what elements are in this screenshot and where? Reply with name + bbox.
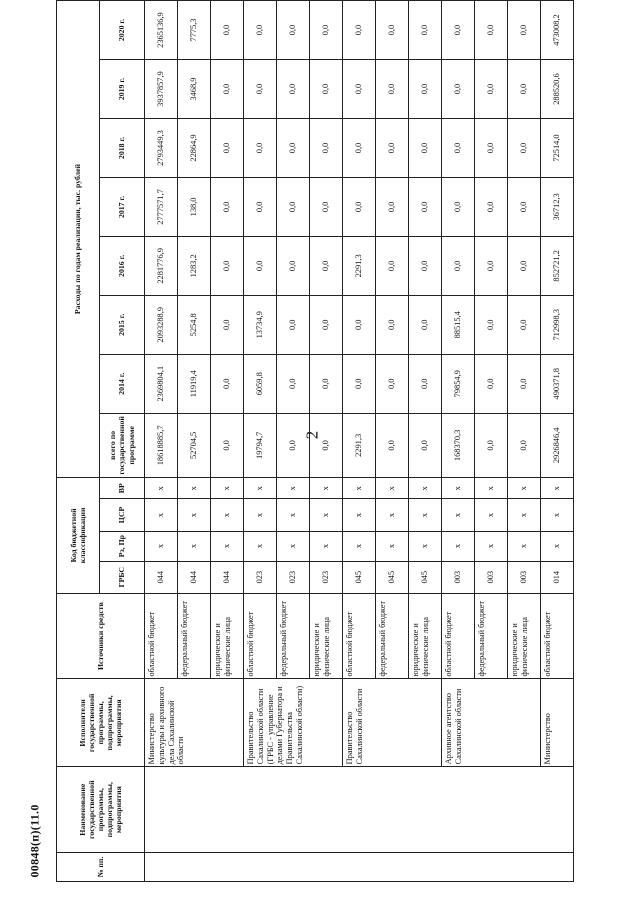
value-y2014-cell: 6059,8 xyxy=(244,354,277,413)
value-y2019-cell: 0,0 xyxy=(310,60,343,119)
header-csr: ЦСР xyxy=(100,499,145,531)
value-total-cell: 2926846,4 xyxy=(541,413,574,477)
value-y2014-cell: 2369804,1 xyxy=(145,354,178,413)
rz-pr-cell: x xyxy=(343,531,376,561)
vr-cell: x xyxy=(409,478,442,499)
header-executor: Исполнители государственной программы, подпрограммы, мероприятия xyxy=(57,679,145,767)
row-num-cell xyxy=(145,853,574,882)
header-y2020: 2020 г. xyxy=(100,1,145,60)
csr-cell: x xyxy=(376,499,409,531)
vr-cell: x xyxy=(145,478,178,499)
value-y2014-cell: 490371,8 xyxy=(541,354,574,413)
rz-pr-cell: x xyxy=(475,531,508,561)
value-y2019-cell: 0,0 xyxy=(277,60,310,119)
rz-pr-cell: x xyxy=(211,531,244,561)
csr-cell: x xyxy=(508,499,541,531)
value-y2020-cell: 0,0 xyxy=(343,1,376,60)
value-y2014-cell: 0,0 xyxy=(277,354,310,413)
value-y2019-cell: 0,0 xyxy=(343,60,376,119)
csr-cell: x xyxy=(409,499,442,531)
csr-cell: x xyxy=(178,499,211,531)
rz-pr-cell: x xyxy=(310,531,343,561)
value-y2016-cell: 0,0 xyxy=(310,236,343,295)
value-y2015-cell: 5254,8 xyxy=(178,295,211,354)
value-y2019-cell: 288520,6 xyxy=(541,60,574,119)
grbs-cell: 045 xyxy=(343,561,376,593)
value-y2019-cell: 0,0 xyxy=(376,60,409,119)
grbs-cell: 023 xyxy=(310,561,343,593)
table-row xyxy=(541,1,574,882)
document-code: 00848(п)(11.0 xyxy=(27,804,42,878)
expenses-table xyxy=(56,0,574,882)
value-y2016-cell: 0,0 xyxy=(409,236,442,295)
source-cell: юридические и физические лица xyxy=(310,593,343,679)
csr-cell: x xyxy=(442,499,475,531)
value-y2020-cell: 0,0 xyxy=(475,1,508,60)
header-y2014: 2014 г. xyxy=(100,354,145,413)
csr-cell: x xyxy=(343,499,376,531)
value-y2016-cell: 0,0 xyxy=(211,236,244,295)
value-y2018-cell: 2793449,3 xyxy=(145,119,178,178)
csr-cell: x xyxy=(145,499,178,531)
csr-cell: x xyxy=(541,499,574,531)
value-total-cell: 52704,5 xyxy=(178,413,211,477)
vr-cell: x xyxy=(310,478,343,499)
value-y2019-cell: 3468,9 xyxy=(178,60,211,119)
value-y2020-cell: 0,0 xyxy=(442,1,475,60)
value-y2018-cell: 0,0 xyxy=(244,119,277,178)
table-row xyxy=(244,1,277,882)
value-y2017-cell: 0,0 xyxy=(376,177,409,236)
value-y2014-cell: 0,0 xyxy=(211,354,244,413)
rz-pr-cell: x xyxy=(409,531,442,561)
executor-cell: Министерство культуры и архивного дела Сахалинской области xyxy=(145,679,244,767)
vr-cell: x xyxy=(343,478,376,499)
value-y2020-cell: 0,0 xyxy=(244,1,277,60)
value-y2016-cell: 2291,3 xyxy=(343,236,376,295)
value-y2014-cell: 0,0 xyxy=(409,354,442,413)
value-y2015-cell: 0,0 xyxy=(475,295,508,354)
value-y2014-cell: 0,0 xyxy=(343,354,376,413)
value-y2018-cell: 0,0 xyxy=(409,119,442,178)
header-expenses: Расходы по годам реализации, тыс. рублей xyxy=(57,1,100,478)
value-y2018-cell: 0,0 xyxy=(376,119,409,178)
value-y2020-cell: 0,0 xyxy=(508,1,541,60)
value-total-cell: 0,0 xyxy=(376,413,409,477)
value-y2020-cell: 473008,2 xyxy=(541,1,574,60)
source-cell: областной бюджет xyxy=(541,593,574,679)
header-y2016: 2016 г. xyxy=(100,236,145,295)
table-row xyxy=(442,1,475,882)
value-y2016-cell: 1283,2 xyxy=(178,236,211,295)
vr-cell: x xyxy=(211,478,244,499)
value-total-cell: 19794,7 xyxy=(244,413,277,477)
rz-pr-cell: x xyxy=(145,531,178,561)
value-y2017-cell: 0,0 xyxy=(442,177,475,236)
rz-pr-cell: x xyxy=(442,531,475,561)
csr-cell: x xyxy=(475,499,508,531)
source-cell: федеральный бюджет xyxy=(277,593,310,679)
vr-cell: x xyxy=(442,478,475,499)
value-y2016-cell: 2281776,9 xyxy=(145,236,178,295)
value-y2019-cell: 0,0 xyxy=(508,60,541,119)
value-total-cell: 0,0 xyxy=(409,413,442,477)
source-cell: юридические и физические лица xyxy=(409,593,442,679)
value-y2017-cell: 0,0 xyxy=(343,177,376,236)
value-y2015-cell: 2093288,9 xyxy=(145,295,178,354)
rz-pr-cell: x xyxy=(508,531,541,561)
value-y2014-cell: 0,0 xyxy=(475,354,508,413)
vr-cell: x xyxy=(508,478,541,499)
header-num: № пп. xyxy=(57,853,145,882)
table-row xyxy=(343,1,376,882)
csr-cell: x xyxy=(244,499,277,531)
source-cell: областной бюджет xyxy=(145,593,178,679)
rz-pr-cell: x xyxy=(277,531,310,561)
value-y2015-cell: 0,0 xyxy=(409,295,442,354)
value-y2020-cell: 0,0 xyxy=(409,1,442,60)
value-total-cell: 0,0 xyxy=(508,413,541,477)
header-vr: ВР xyxy=(100,478,145,499)
source-cell: юридические и физические лица xyxy=(508,593,541,679)
value-y2017-cell: 0,0 xyxy=(244,177,277,236)
value-y2019-cell: 0,0 xyxy=(409,60,442,119)
executor-cell: Правительство Сахалинской области xyxy=(343,679,442,767)
source-cell: юридические и физические лица xyxy=(211,593,244,679)
value-y2016-cell: 852721,2 xyxy=(541,236,574,295)
value-total-cell: 0,0 xyxy=(211,413,244,477)
grbs-cell: 044 xyxy=(178,561,211,593)
value-y2015-cell: 0,0 xyxy=(310,295,343,354)
value-total-cell: 0,0 xyxy=(277,413,310,477)
value-y2017-cell: 138,0 xyxy=(178,177,211,236)
vr-cell: x xyxy=(475,478,508,499)
value-y2020-cell: 0,0 xyxy=(376,1,409,60)
value-y2017-cell: 0,0 xyxy=(508,177,541,236)
header-grbs: ГРБС xyxy=(100,561,145,593)
value-total-cell: 0,0 xyxy=(310,413,343,477)
value-y2015-cell: 88515,4 xyxy=(442,295,475,354)
value-y2019-cell: 0,0 xyxy=(244,60,277,119)
value-y2019-cell: 0,0 xyxy=(475,60,508,119)
value-y2015-cell: 712998,3 xyxy=(541,295,574,354)
grbs-cell: 044 xyxy=(145,561,178,593)
value-y2019-cell: 0,0 xyxy=(211,60,244,119)
value-y2017-cell: 0,0 xyxy=(409,177,442,236)
grbs-cell: 045 xyxy=(376,561,409,593)
value-y2018-cell: 72514,0 xyxy=(541,119,574,178)
grbs-cell: 003 xyxy=(508,561,541,593)
value-y2020-cell: 2365136,9 xyxy=(145,1,178,60)
value-y2014-cell: 0,0 xyxy=(310,354,343,413)
page-number: 2 xyxy=(302,430,322,440)
grbs-cell: 023 xyxy=(244,561,277,593)
source-cell: федеральный бюджет xyxy=(475,593,508,679)
header-y2019: 2019 г. xyxy=(100,60,145,119)
source-cell: федеральный бюджет xyxy=(178,593,211,679)
row-name-cell xyxy=(145,767,574,853)
header-y2015: 2015 г. xyxy=(100,295,145,354)
header-source: Источники средств xyxy=(57,593,145,679)
executor-cell: Правительство Сахалинской области (ГРБС - управление делами Губернатора и Правительства Сахалинской области) xyxy=(244,679,343,767)
value-y2018-cell: 0,0 xyxy=(211,119,244,178)
value-y2014-cell: 79854,9 xyxy=(442,354,475,413)
value-y2016-cell: 0,0 xyxy=(475,236,508,295)
value-total-cell: 0,0 xyxy=(475,413,508,477)
value-y2018-cell: 0,0 xyxy=(277,119,310,178)
executor-cell: Архивное агентство Сахалинской области xyxy=(442,679,541,767)
header-total: всего по государственной программе xyxy=(100,413,145,477)
value-y2020-cell: 7775,3 xyxy=(178,1,211,60)
value-y2017-cell: 0,0 xyxy=(211,177,244,236)
value-y2015-cell: 0,0 xyxy=(211,295,244,354)
value-y2014-cell: 0,0 xyxy=(376,354,409,413)
source-cell: областной бюджет xyxy=(442,593,475,679)
grbs-cell: 003 xyxy=(442,561,475,593)
grbs-cell: 044 xyxy=(211,561,244,593)
value-y2018-cell: 0,0 xyxy=(343,119,376,178)
value-y2016-cell: 0,0 xyxy=(508,236,541,295)
vr-cell: x xyxy=(376,478,409,499)
value-y2017-cell: 0,0 xyxy=(310,177,343,236)
source-cell: областной бюджет xyxy=(244,593,277,679)
rz-pr-cell: x xyxy=(178,531,211,561)
csr-cell: x xyxy=(277,499,310,531)
source-cell: федеральный бюджет xyxy=(376,593,409,679)
value-y2017-cell: 36712,3 xyxy=(541,177,574,236)
value-y2015-cell: 13734,9 xyxy=(244,295,277,354)
value-y2020-cell: 0,0 xyxy=(277,1,310,60)
value-y2020-cell: 0,0 xyxy=(211,1,244,60)
value-y2018-cell: 0,0 xyxy=(310,119,343,178)
vr-cell: x xyxy=(178,478,211,499)
value-y2018-cell: 22864,9 xyxy=(178,119,211,178)
csr-cell: x xyxy=(211,499,244,531)
value-y2016-cell: 0,0 xyxy=(277,236,310,295)
value-y2019-cell: 3937857,9 xyxy=(145,60,178,119)
value-y2016-cell: 0,0 xyxy=(376,236,409,295)
grbs-cell: 045 xyxy=(409,561,442,593)
value-y2016-cell: 0,0 xyxy=(244,236,277,295)
grbs-cell: 023 xyxy=(277,561,310,593)
header-budget-code: Код бюджетной классификации xyxy=(57,478,100,594)
value-total-cell: 168370,3 xyxy=(442,413,475,477)
value-y2016-cell: 0,0 xyxy=(442,236,475,295)
csr-cell: x xyxy=(310,499,343,531)
value-y2018-cell: 0,0 xyxy=(442,119,475,178)
value-y2014-cell: 0,0 xyxy=(508,354,541,413)
value-y2017-cell: 0,0 xyxy=(277,177,310,236)
vr-cell: x xyxy=(244,478,277,499)
value-y2017-cell: 2777571,7 xyxy=(145,177,178,236)
grbs-cell: 014 xyxy=(541,561,574,593)
header-name: Наименование государственной программы, подпрограммы, мероприятия xyxy=(57,767,145,853)
value-y2015-cell: 0,0 xyxy=(376,295,409,354)
value-y2015-cell: 0,0 xyxy=(508,295,541,354)
value-y2014-cell: 11919,4 xyxy=(178,354,211,413)
header-y2018: 2018 г. xyxy=(100,119,145,178)
table-row xyxy=(145,1,178,882)
value-total-cell: 2291,3 xyxy=(343,413,376,477)
value-y2018-cell: 0,0 xyxy=(475,119,508,178)
rotated-table-container xyxy=(56,0,582,882)
grbs-cell: 003 xyxy=(475,561,508,593)
value-y2018-cell: 0,0 xyxy=(508,119,541,178)
value-y2015-cell: 0,0 xyxy=(277,295,310,354)
header-y2017: 2017 г. xyxy=(100,177,145,236)
rz-pr-cell: x xyxy=(376,531,409,561)
value-y2015-cell: 0,0 xyxy=(343,295,376,354)
vr-cell: x xyxy=(277,478,310,499)
value-total-cell: 18618885,7 xyxy=(145,413,178,477)
rz-pr-cell: x xyxy=(244,531,277,561)
executor-cell: Министерство xyxy=(541,679,574,767)
header-rz-pr: Рз, Пр xyxy=(100,531,145,561)
vr-cell: x xyxy=(541,478,574,499)
value-y2019-cell: 0,0 xyxy=(442,60,475,119)
value-y2020-cell: 0,0 xyxy=(310,1,343,60)
rz-pr-cell: x xyxy=(541,531,574,561)
source-cell: областной бюджет xyxy=(343,593,376,679)
value-y2017-cell: 0,0 xyxy=(475,177,508,236)
